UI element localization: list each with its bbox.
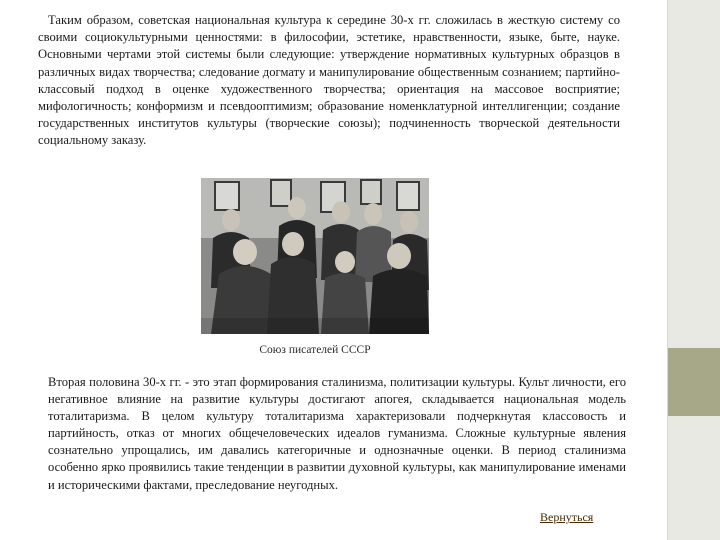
paragraph-stalinism: Вторая половина 30-х гг. - это этап формирования сталинизма, политизации культуры. Культ личности, его негативное влияние на развитие культуры достигают апогея, складывается национальная модель тоталитаризма. В целом культуру тоталитаризма характеризовали подчеркнутая классовость и партийность, отказ от многих общечеловеческих идеалов гуманизма. Сложные культурные явления сознательно упрощались, им давались категоричные и однозначные оценки. В период сталинизма особенно ярко проявились такие тенденции в развитии духовной культуры, как манипулирование именами и историческими фактами, преследование неугодных. <box>48 375 626 492</box>
photo-caption: Союз писателей СССР <box>259 344 371 356</box>
group-photo-icon <box>201 178 429 334</box>
paragraph-intro-text: Таким образом, советская национальная культура к середине 30-х гг. сложилась в жесткую систему со своими социокультурными ценностями: в философии, эстетике, нравственности, языке, быте, науке. Основными чертами этой системы были следующие: утверждение нормативных культурных образцов в различных видах творчества; следование догмату и манипулирование общественным сознанием; партийно-классовый подход в оценке художественного творчества; ориентация на массовое восприятие; мифологичность; конформизм и псевдооптимизм; образование номенклатурной интеллигенции; создание государственных институтов культуры (творческие союзы); подчиненность творческой деятельности социальному заказу. <box>38 13 620 148</box>
paragraph-intro <box>38 12 620 150</box>
writers-union-photo <box>201 178 429 334</box>
back-link[interactable]: Вернуться <box>540 510 594 524</box>
decorative-sidebar <box>667 0 720 540</box>
sidebar-accent-band <box>668 348 720 416</box>
